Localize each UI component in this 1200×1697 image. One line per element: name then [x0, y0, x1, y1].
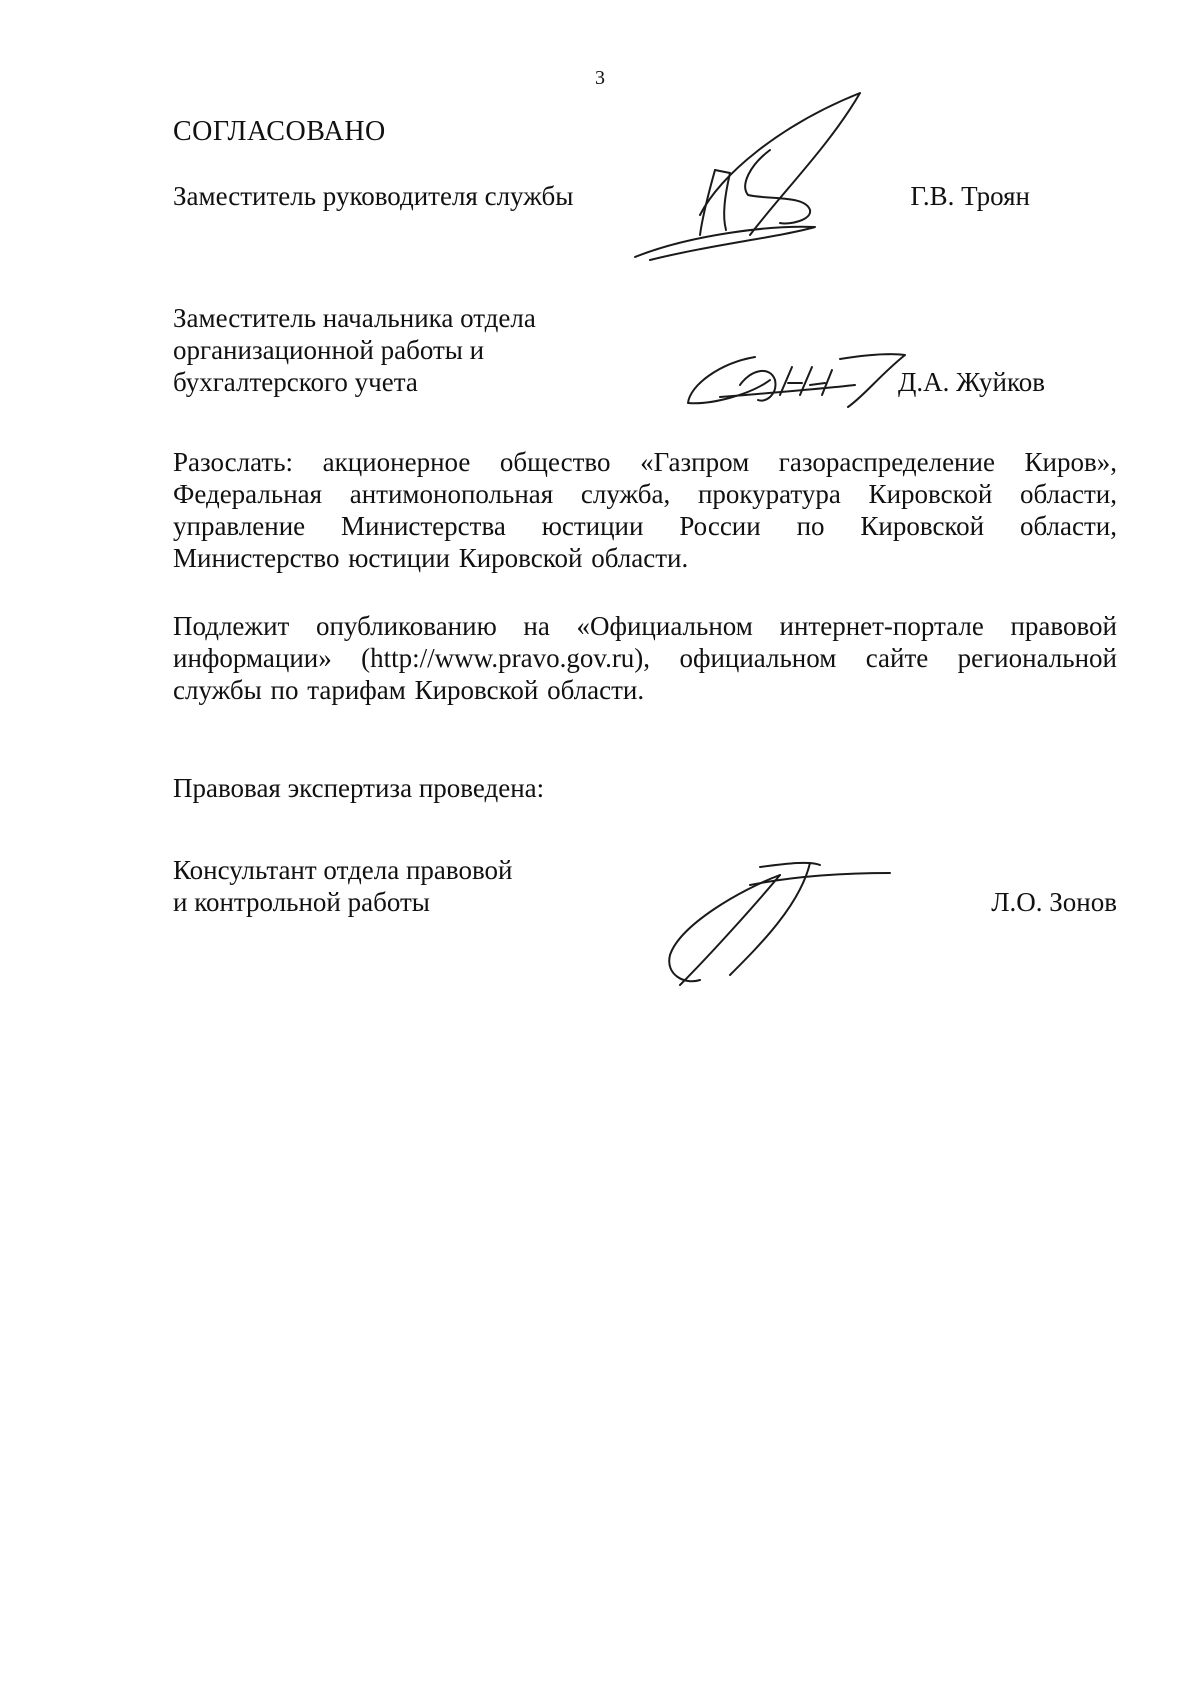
- publication-paragraph: Подлежит опубликованию на «Официальном интернет-портале правовой информации» (http://www.pravo.gov.ru), официальном сайте региональной службы по тарифам Кировской области.: [173, 611, 1117, 705]
- signatory-1-position: Заместитель руководителя службы: [173, 181, 574, 211]
- signatory-1-name: Г.В. Троян: [910, 181, 1030, 211]
- legal-review-name: Л.О. Зонов: [991, 887, 1117, 917]
- signature-troyan: [630, 85, 870, 275]
- legal-review-position-line-1: Консультант отдела правовой: [173, 855, 513, 885]
- signature-zonov: [660, 845, 900, 995]
- legal-review-position-line-2: и контрольной работы: [173, 887, 430, 917]
- legal-review-heading: Правовая экспертиза проведена:: [173, 773, 545, 803]
- page-number: 3: [595, 67, 605, 89]
- signature-zhuykov: [680, 345, 910, 415]
- distribution-paragraph: Разослать: акционерное общество «Газпром газораспределение Киров», Федеральная антимонопольная служба, прокуратура Кировской области, управление Министерства юстиции России по Кировской области, Министерство юстиции Кировской области.: [173, 447, 1117, 573]
- signatory-2-position-line-2: организационной работы и: [173, 335, 485, 365]
- signatory-2-position-line-1: Заместитель начальника отдела: [173, 303, 536, 333]
- approval-heading: СОГЛАСОВАНО: [173, 116, 386, 147]
- signatory-2-name: Д.А. Жуйков: [898, 367, 1045, 397]
- signatory-2-position-line-3: бухгалтерского учета: [173, 367, 418, 397]
